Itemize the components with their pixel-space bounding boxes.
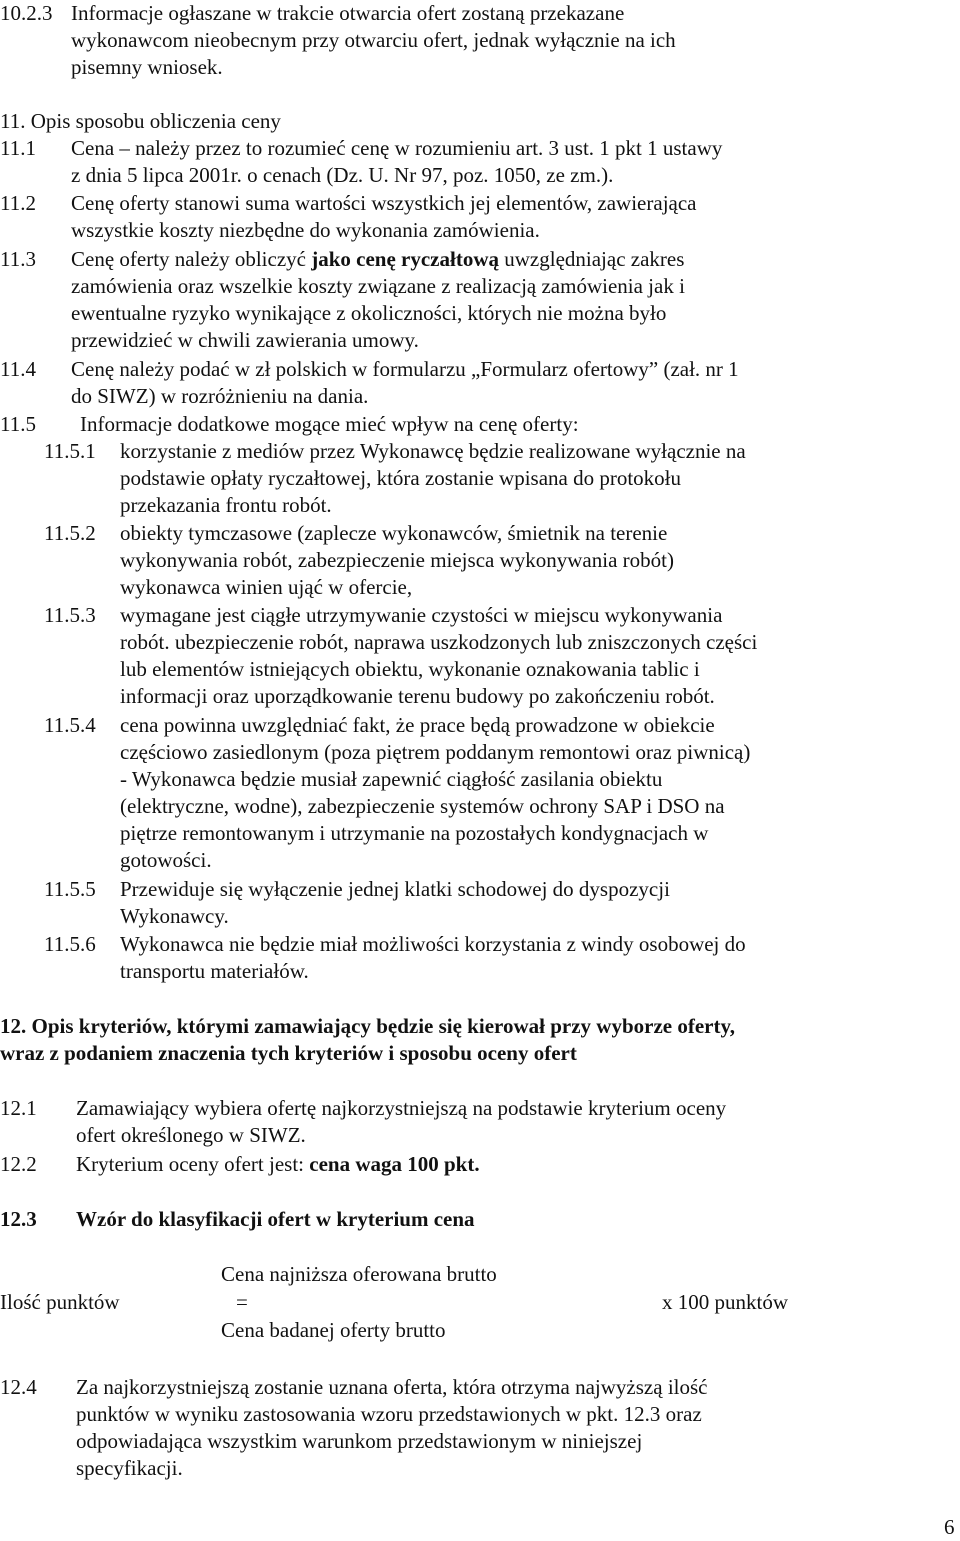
text-line: ewentualne ryzyko wynikające z okoliczności, których nie można było [71,301,667,325]
paragraph-11-5-1 [44,438,956,519]
text-line: obiekty tymczasowe (zaplecze wykonawców, śmietnik na terenie [120,521,668,545]
paragraph-text: Informacje dodatkowe mogące mieć wpływ na cenę oferty: [80,412,579,436]
text-line: robót. ubezpieczenie robót, naprawa uszkodzonych lub zniszczonych części [120,630,758,654]
text-line: Wykonawcy. [120,904,229,928]
text-line: przewidzieć w chwili zawierania umowy. [71,328,419,352]
title-line: wraz z podaniem znaczenia tych kryteriów i sposobu oceny ofert [0,1041,577,1065]
text-line: Zamawiający wybiera ofertę najkorzystniejszą na podstawie kryterium oceny [76,1096,727,1120]
title-line: 12. Opis kryteriów, którymi zamawiający będzie się kierował przy wyborze oferty, [0,1014,736,1038]
text-line: wykonawca winien ująć w ofercie, [120,575,413,599]
paragraph-number: 11.5.2 [44,521,96,545]
paragraph-11-2 [0,190,956,244]
paragraph-number: 11.1 [0,136,36,160]
text-line: podstawie opłaty ryczałtowej, która zostanie wpisana do protokołu [120,466,682,490]
formula-denominator: Cena badanej oferty brutto [221,1318,446,1342]
paragraph-number: 11.5.5 [44,877,96,901]
paragraph-number: 10.2.3 [0,1,53,25]
emphasis-fragment: jako cenę ryczałtową [311,247,499,271]
text-line: pisemny wniosek. [71,55,223,79]
paragraph-number: 11.5.1 [44,439,96,463]
formula-lhs: Ilość punktów [0,1290,120,1314]
text-line: Cenę oferty stanowi suma wartości wszystkich jej elementów, zawierająca [71,191,697,215]
text-line: odpowiadająca wszystkim warunkom przedstawionym w niniejszej [76,1429,643,1453]
text-line: przekazania frontu robót. [120,493,332,517]
text-line: ofert określonego w SIWZ. [76,1123,306,1147]
section-title-11: 11. Opis sposobu obliczenia ceny [0,109,281,133]
text-line: lub elementów istniejących obiektu, wykonanie oznakowania tablic i [120,657,700,681]
text-fragment: Kryterium oceny ofert jest: [76,1152,310,1176]
paragraph-11-5-6 [44,931,956,985]
text-line: do SIWZ) w rozróżnieniu na dania. [71,384,369,408]
text-line: gotowości. [120,848,212,872]
paragraph-12-3 [0,1206,956,1233]
emphasis-fragment: cena waga 100 pkt. [309,1152,480,1176]
text-line: Cenę należy podać w zł polskich w formularzu „Formularz ofertowy” (zał. nr 1 [71,357,739,381]
text-line: informacji oraz uporządkowanie terenu budowy po zakończeniu robót. [120,684,715,708]
text-line: Cena – należy przez to rozumieć cenę w rozumieniu art. 3 ust. 1 pkt 1 ustawy [71,136,723,160]
paragraph-number: 12.2 [0,1152,37,1176]
paragraph-11-5-5 [44,876,956,930]
text-line: specyfikacji. [76,1456,183,1480]
paragraph-number: 11.2 [0,191,36,215]
text-line: Informacje ogłaszane w trakcie otwarcia ofert zostaną przekazane [71,1,625,25]
text-line: częściowo zasiedlonym (poza piętrem poddanym remontowi oraz piwnicą) [120,740,751,764]
paragraph-number: 11.5.3 [44,603,96,627]
page-number: 6 [944,1515,955,1539]
paragraph-number: 12.3 [0,1207,37,1231]
paragraph-11-5-3 [44,602,956,710]
text-fragment: Cenę oferty należy obliczyć [71,247,312,271]
paragraph-number: 11.4 [0,357,36,381]
formula-equals: = [236,1290,248,1314]
paragraph-10-2-3 [0,0,956,81]
paragraph-number: 12.1 [0,1096,37,1120]
text-fragment: uwzględniając zakres [499,247,685,271]
text-line: wykonawcom nieobecnym przy otwarciu ofert, jednak wyłącznie na ich [71,28,676,52]
paragraph-11-5-4 [44,712,956,874]
paragraph-11-4 [0,356,956,410]
text-line: Przewiduje się wyłączenie jednej klatki schodowej do dyspozycji [120,877,670,901]
text-line: wszystkie koszty niezbędne do wykonania zamówienia. [71,218,540,242]
text-line: transportu materiałów. [120,959,309,983]
paragraph-number: 11.3 [0,247,36,271]
formula-multiplier: x 100 punktów [662,1290,788,1314]
paragraph-heading: Wzór do klasyfikacji ofert w kryterium cena [76,1207,475,1231]
text-line: wykonywania robót, zabezpieczenie miejsca wykonywania robót) [120,548,674,572]
paragraph-number: 11.5 [0,412,36,436]
paragraph-number: 11.5.6 [44,932,96,956]
paragraph-12-1 [0,1095,956,1149]
paragraph-12-2 [0,1151,956,1178]
paragraph-number: 12.4 [0,1375,37,1399]
text-line: korzystanie z mediów przez Wykonawcę będzie realizowane wyłącznie na [120,439,746,463]
paragraph-12-4 [0,1374,956,1482]
text-line [71,246,956,273]
text-line: cena powinna uwzględniać fakt, że prace będą prowadzone w obiekcie [120,713,715,737]
text-line: - Wykonawca będzie musiał zapewnić ciągłość zasilania obiektu [120,767,663,791]
paragraph-11-3 [0,246,956,354]
formula-numerator: Cena najniższa oferowana brutto [221,1262,497,1286]
text-line: z dnia 5 lipca 2001r. o cenach (Dz. U. Nr 97, poz. 1050, ze zm.). [71,163,614,187]
paragraph-11-5 [0,411,956,438]
text-line: Wykonawca nie będzie miał możliwości korzystania z windy osobowej do [120,932,746,956]
paragraph-11-1 [0,135,956,189]
text-line: piętrze remontowanym i utrzymanie na pozostałych kondygnacjach w [120,821,709,845]
text-line: Za najkorzystniejszą zostanie uznana oferta, która otrzyma najwyższą ilość [76,1375,708,1399]
text-line: (elektryczne, wodne), zabezpieczenie systemów ochrony SAP i DSO na [120,794,725,818]
paragraph-number: 11.5.4 [44,713,96,737]
text-line: punktów w wyniku zastosowania wzoru przedstawionych w pkt. 12.3 oraz [76,1402,702,1426]
section-title-12 [0,1013,956,1067]
text-line: wymagane jest ciągłe utrzymywanie czystości w miejscu wykonywania [120,603,723,627]
text-line: zamówienia oraz wszelkie koszty związane z realizacją zamówienia jak i [71,274,685,298]
score-formula [0,1261,956,1345]
paragraph-11-5-2 [44,520,956,601]
